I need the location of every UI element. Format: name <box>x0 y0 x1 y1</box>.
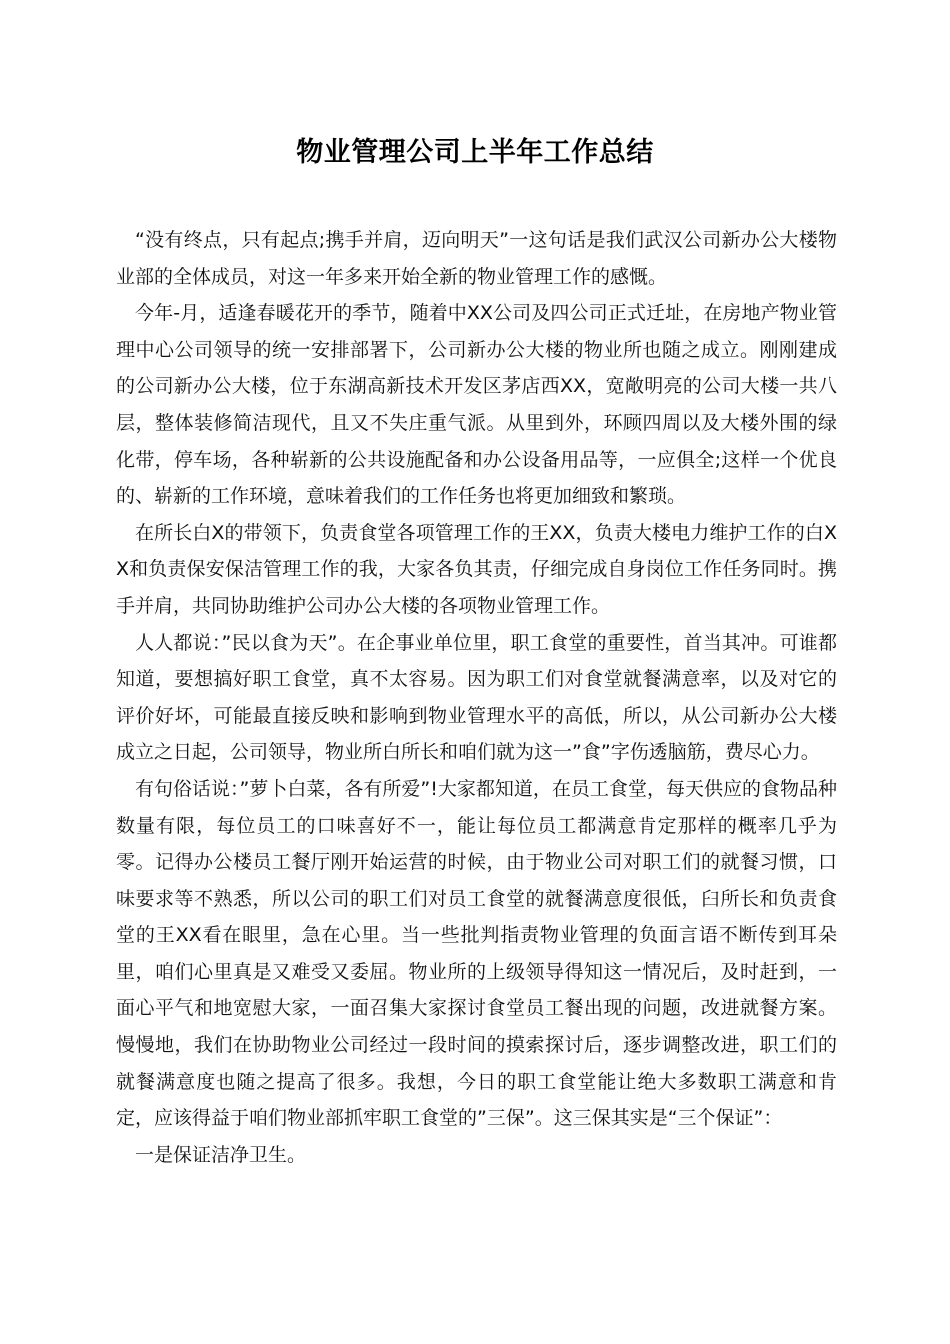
paragraph-canteen-improvement: 有句俗话说：”萝卜白菜，各有所爱”!大家都知道，在员工食堂，每天供应的食物品种数量有限，每位员工的口味喜好不一，能让每位员工都满意肯定那样的概率几乎为零。记得办公楼员工餐厅刚开始运营的时候，由于物业公司对职工们的就餐习惯，口味要求等不熟悉，所以公司的职工们对员工食堂的就餐满意度很低，臼所长和负责食堂的王XX看在眼里，急在心里。当一些批判指责物业管理的负面言语不断传到耳朵里，咱们心里真是又难受又委屈。物业所的上级领导得知这一情况后，及时赶到，一面心平气和地宽慰大家，一面召集大家探讨食堂员工餐出现的问题，改进就餐方案。慢慢地，我们在协助物业公司经过一段时间的摸索探讨后，逐步调整改进，职工们的就餐满意度也随之提高了很多。我想，今日的职工食堂能让绝大多数职工满意和肯定，应该得益于咱们物业部抓牢职工食堂的”三保”。这三保其实是“三个保证”： <box>116 777 837 1130</box>
document-body <box>116 222 837 1173</box>
paragraph-team: 在所长白X的带领下，负责食堂各项管理工作的王XX，负责大楼电力维护工作的白XX和负责保安保洁管理工作的我，大家各负其责，仔细完成自身岗位工作任务同时。携手并肩，共同协助维护公司办公大楼的各项物业管理工作。 <box>116 521 837 617</box>
paragraph-intro: “没有终点，只有起点;携手并肩，迈向明天”一这句话是我们武汉公司新办公大楼物业部的全体成员，对这一年多来开始全新的物业管理工作的感慨。 <box>116 229 837 288</box>
document-title: 物业管理公司上半年工作总结 <box>296 137 654 168</box>
paragraph-office-building: 今年-月，适逢春暖花开的季节，随着中XX公司及四公司正式迁址，在房地产物业管理中心公司领导的统一安排部署下，公司新办公大楼的物业所也随之成立。刚刚建成的公司新办公大楼，位于东湖高新技术开发区茅店西XX，宽敞明亮的公司大楼一共八层，整体装修简洁现代，且又不失庄重气派。从里到外，环顾四周以及大楼外围的绿化带，停车场，各种崭新的公共设施配备和办公设备用品等，一应俱全;这样一个优良的、崭新的工作环境，意味着我们的工作任务也将更加细致和繁琐。 <box>116 302 837 508</box>
paragraph-first-guarantee: 一是保证洁净卫生。 <box>135 1143 307 1166</box>
paragraph-canteen-importance: 人人都说：”民以食为天”。在企事业单位里，职工食堂的重要性，首当其冲。可谁都知道，要想搞好职工食堂，真不太容易。因为职工们对食堂就餐满意率，以及对它的评价好坏，可能最直接反映和影响到物业管理水平的高低，所以，从公司新办公大楼成立之日起，公司领导，物业所白所长和咱们就为这一”食”字伤透脑筋，费尽心力。 <box>116 631 837 764</box>
